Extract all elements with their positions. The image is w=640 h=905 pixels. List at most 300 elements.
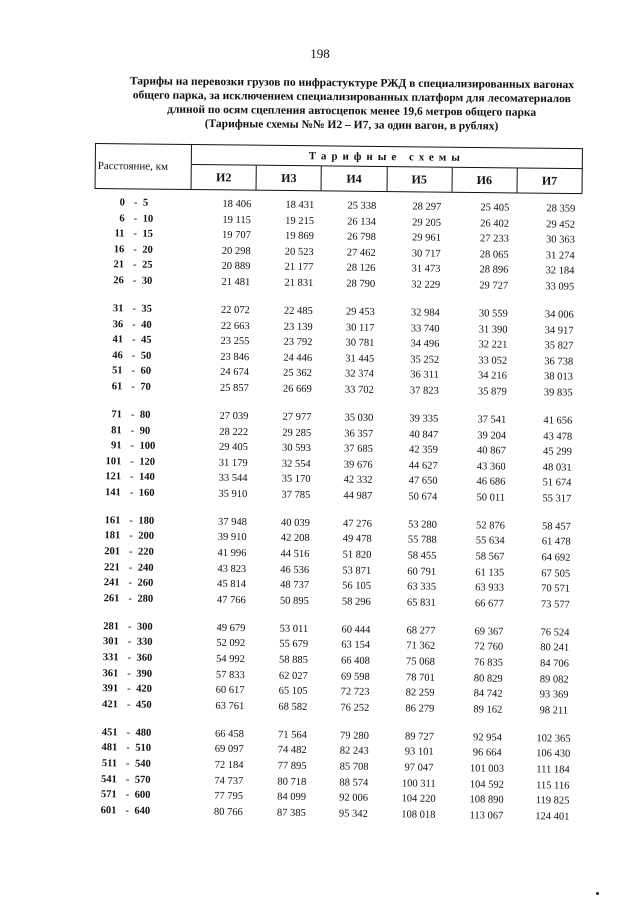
distance-from: 0 [119,197,125,209]
tariff-value: 37 823 [409,385,439,397]
distance-from: 51 [111,365,123,377]
tariff-value: 37 541 [477,414,507,426]
tariff-value: 26 134 [347,216,377,228]
distance-range [91,619,171,633]
tariff-value: 63 933 [475,582,505,594]
tariff-value: 42 208 [280,533,310,545]
distance-to: 330 [136,637,153,649]
tariff-value: 37 685 [343,443,373,455]
tariff-value: 29 405 [218,441,249,454]
range-dash: - [126,742,130,754]
tariff-value: 76 524 [540,627,570,639]
tariff-value: 68 582 [278,701,308,713]
distance-range [97,226,177,240]
tariff-value: 26 798 [346,231,376,244]
range-dash: - [125,758,130,770]
tariff-value: 51 674 [542,477,572,489]
tariff-value: 44 987 [343,490,373,502]
tariff-value: 102 365 [536,732,571,745]
tariff-value: 74 737 [214,775,244,787]
distance-from: 331 [102,652,119,664]
tariff-value: 26 402 [480,217,510,230]
tariff-value: 50 674 [408,491,438,503]
tariff-value: 28 359 [546,203,576,215]
tariff-value: 25 338 [347,200,377,212]
distance-header: Расстояние, км [95,144,192,189]
distance-from: 26 [113,275,124,287]
distance-range [92,560,172,574]
tariff-value: 61 478 [541,536,571,549]
distance-to: 510 [135,742,152,755]
distance-range [97,211,177,225]
tariff-value: 27 977 [282,411,312,423]
distance-to: 300 [136,621,153,633]
tariff-value: 89 082 [539,673,569,686]
range-dash: - [127,652,132,664]
tariff-value: 68 277 [406,625,436,637]
distance-range [92,575,172,590]
tariff-value: 22 072 [220,304,250,317]
column-header: И7 [541,173,558,188]
tariff-value: 92 954 [472,732,502,744]
distance-from: 301 [102,636,119,648]
distance-range [89,803,169,817]
distance-range [95,332,175,346]
tariff-value: 48 737 [280,579,310,592]
column-header: И4 [322,166,387,191]
column-header: И5 [387,167,452,192]
tariff-value: 47 766 [216,594,246,606]
tariff-value: 25 362 [283,367,313,380]
tariff-value: 82 243 [339,745,369,758]
tariff-value: 35 879 [477,386,507,398]
distance-to: 540 [134,758,151,770]
tariff-value: 85 708 [339,761,369,773]
distance-range [90,666,170,680]
tariff-value: 28 065 [479,249,509,261]
column-header: И6 [452,168,517,193]
tariff-value: 29 727 [479,280,509,292]
tariff-value: 97 047 [404,762,434,774]
range-dash: - [126,727,131,739]
tariff-value: 55 788 [407,534,437,547]
tariff-value: 50 895 [279,595,309,607]
tariff-value: 46 686 [476,476,506,489]
tariff-value: 18 431 [285,199,315,212]
range-dash: - [129,487,134,499]
tariff-value: 22 485 [283,305,313,317]
distance-range [95,317,175,331]
distance-from: 601 [100,804,117,817]
tariff-value: 36 738 [544,355,574,368]
tariff-value: 63 761 [215,700,245,712]
tariff-value: 43 360 [476,461,506,473]
tariff-value: 93 369 [539,689,569,701]
range-dash: - [127,668,131,680]
tariff-value: 34 917 [544,324,574,337]
distance-from: 161 [104,514,121,527]
range-dash: - [131,381,135,393]
tariff-value: 32 221 [478,339,508,351]
tariff-value: 28 126 [346,262,376,275]
tariff-value: 25 857 [219,382,249,395]
tariff-value: 92 006 [339,792,369,804]
tariff-value: 75 068 [405,656,436,668]
tariff-value: 23 792 [283,336,313,349]
distance-range [94,407,174,421]
tariff-value: 43 823 [217,563,247,575]
tariff-value: 30 559 [478,308,508,320]
distance-range [93,485,173,499]
tariff-value: 34 216 [477,370,508,383]
title-line: длиной по осям сцепления автосцепок менее 19,6 метров общего парка [167,103,537,119]
tariff-value: 46 536 [280,564,310,576]
distance-range [92,544,172,558]
tariff-value: 40 847 [409,428,439,441]
distance-range [95,363,175,378]
range-dash: - [129,515,134,527]
tariff-value: 30 781 [345,337,375,350]
tariff-schemes-header: Тарифные схемы [192,145,583,169]
distance-to: 90 [139,425,151,437]
tariff-value: 27 462 [346,247,376,259]
tariff-value: 33 702 [344,384,374,396]
tariff-value: 48 031 [542,461,572,474]
distance-range [96,301,176,315]
distance-range [96,273,176,287]
tariff-value: 70 571 [541,583,571,595]
tariff-value: 76 252 [340,702,370,714]
tariff-value: 31 274 [545,250,575,262]
range-dash: - [133,197,138,209]
range-dash: - [131,365,136,377]
tariff-value: 65 831 [406,597,436,609]
tariff-value: 19 869 [284,230,314,243]
tariff-value: 32 554 [281,458,311,470]
distance-from: 141 [105,487,121,499]
distance-to: 200 [138,531,155,543]
tariff-value: 77 795 [214,790,244,803]
range-dash: - [130,440,135,452]
tariff-value: 42 332 [343,474,373,487]
tariff-value: 20 523 [284,246,314,258]
tariff-value: 57 833 [215,669,245,681]
tariff-value: 60 791 [407,566,437,578]
distance-range [90,697,170,711]
tariff-value: 64 692 [541,552,571,564]
tariff-value: 71 362 [406,640,436,653]
title-line: Тарифы на перевозки грузов по инфрастуктуре РЖД в специализированных вагонах [129,75,575,92]
tariff-value: 89 727 [404,731,434,743]
distance-to: 260 [137,577,154,590]
range-dash: - [132,319,136,331]
tariff-value: 66 458 [214,728,244,740]
tariff-value: 98 211 [539,705,569,717]
tariff-value: 37 785 [281,489,311,501]
distance-to: 40 [141,319,152,331]
tariff-value: 35 910 [218,488,248,501]
tariff-value: 40 867 [476,445,506,457]
row-group [88,725,589,826]
tariff-value: 77 895 [277,760,307,772]
tariff-value: 79 280 [339,730,369,742]
tariff-value: 47 650 [408,475,438,488]
tariff-value: 124 401 [535,810,570,823]
distance-to: 30 [141,275,153,287]
tariff-value: 95 342 [338,808,368,820]
tariff-value: 72 723 [340,686,370,699]
range-dash: - [125,805,129,817]
distance-from: 61 [111,381,123,393]
distance-to: 100 [139,440,156,452]
tariff-value: 36 357 [344,427,374,440]
tariff-value: 72 184 [214,759,244,772]
distance-range [93,513,173,527]
tariff-value: 31 473 [411,263,441,276]
distance-from: 571 [100,789,117,801]
tariff-value: 33 740 [410,322,440,335]
tariff-value: 29 452 [546,218,576,231]
tariff-value: 60 617 [215,684,245,697]
tariff-value: 43 478 [543,430,573,443]
distance-from: 41 [112,334,124,346]
tariff-value: 23 846 [220,351,250,363]
distance-from: 6 [119,212,125,224]
distance-to: 220 [137,546,154,558]
tariff-value: 82 259 [405,687,435,699]
tariff-value: 69 598 [340,671,370,683]
tariff-value: 29 961 [411,232,441,244]
distance-from: 46 [112,349,123,362]
tariff-value: 111 184 [536,764,570,776]
tariff-value: 20 298 [221,245,251,257]
tariff-value: 53 871 [342,565,372,577]
distance-to: 140 [138,471,155,484]
tariff-value: 32 229 [411,279,441,291]
tariff-value: 32 374 [345,368,375,381]
tariff-value: 41 996 [217,547,247,560]
tariff-value: 28 896 [479,264,509,277]
tariff-value: 35 252 [410,354,440,366]
tariff-value: 24 674 [220,367,250,379]
tariff-value: 88 574 [339,776,369,789]
table-header [95,143,583,194]
distance-to: 80 [139,409,151,421]
distance-range [94,422,174,437]
tariff-value: 33 095 [545,281,575,293]
tariff-value: 31 445 [345,353,375,365]
distance-to: 20 [142,244,153,256]
distance-to: 600 [134,789,151,801]
range-dash: - [131,334,136,346]
tariff-value: 62 027 [278,670,308,682]
distance-from: 71 [111,409,123,421]
distance-to: 15 [142,228,154,240]
tariff-value: 34 496 [410,338,440,350]
distance-to: 420 [136,683,152,696]
title-line: (Тарифные схемы №№ И2 – И7, за один вагон, в рублях) [204,117,499,133]
distance-from: 281 [103,620,120,633]
tariff-value: 19 707 [221,229,251,242]
tariff-value: 35 170 [281,473,311,486]
tariff-value: 34 006 [544,309,574,321]
tariff-value: 80 829 [473,672,503,685]
range-dash: - [126,699,131,711]
tariff-value: 39 204 [477,429,507,442]
distance-from: 16 [113,244,125,256]
tariff-value: 104 592 [469,778,504,791]
tariff-value: 69 367 [474,626,504,638]
distance-from: 11 [114,228,125,240]
distance-to: 640 [134,805,151,817]
tariff-value: 84 099 [277,791,307,804]
tariff-value: 35 030 [344,412,374,424]
distance-range [94,379,174,393]
tariff-value: 32 184 [545,265,575,278]
tariff-value: 31 179 [218,457,248,469]
tariff-value: 58 567 [475,551,505,563]
tariff-value: 60 444 [341,624,371,636]
tariff-value: 55 679 [279,638,309,651]
distance-to: 160 [138,487,155,499]
distance-to: 480 [135,727,152,739]
tariff-value: 36 311 [410,369,439,382]
distance-to: 180 [138,515,155,527]
range-dash: - [132,259,137,271]
tariff-value: 80 718 [277,776,307,788]
tariff-value: 58 296 [341,596,371,608]
tariff-value: 51 820 [342,549,372,561]
tariff-value: 101 003 [469,763,505,775]
tariff-value: 58 885 [279,654,309,666]
distance-from: 361 [102,667,119,679]
distance-from: 391 [102,683,119,695]
row-group [93,407,594,508]
distance-from: 101 [105,455,122,468]
distance-to: 240 [137,562,154,574]
scan-speck [596,892,599,895]
distance-from: 511 [101,758,118,770]
column-header: И3 [257,166,322,191]
distance-range [91,591,171,605]
tariff-value: 29 285 [282,427,312,439]
tariff-table-body [88,195,597,838]
tariff-value: 20 889 [221,261,251,273]
distance-from: 91 [110,440,122,452]
tariff-value: 27 233 [479,233,509,245]
tariff-value: 58 455 [407,550,437,562]
distance-from: 261 [103,592,120,605]
tariff-value: 38 013 [543,371,574,383]
distance-range [89,787,169,801]
tariff-value: 63 335 [407,581,437,594]
tariff-value: 39 910 [217,532,247,544]
tariff-value: 35 827 [544,340,574,352]
tariff-value: 80 241 [540,642,570,655]
tariff-value: 87 385 [276,807,306,819]
distance-to: 450 [135,699,152,711]
title-line: общего парка, за исключением специализированных платформ для лесоматериалов [132,89,571,106]
tariff-value: 84 706 [539,658,570,670]
tariff-value: 108 018 [401,809,436,821]
tariff-value: 93 101 [404,746,434,759]
distance-to: 50 [140,350,152,362]
distance-from: 541 [101,773,117,785]
tariff-value: 56 105 [342,580,372,593]
distance-from: 181 [104,530,121,542]
distance-range [91,650,171,664]
document-title [92,74,612,135]
range-dash: - [128,562,133,574]
tariff-value: 31 390 [478,323,508,336]
tariff-value: 80 766 [213,806,243,818]
tariff-value: 22 663 [220,320,250,332]
distance-range [93,454,173,468]
range-dash: - [129,530,133,542]
tariff-value: 96 664 [472,747,502,760]
tariff-value: 23 255 [220,335,250,348]
tariff-value: 30 363 [545,234,575,246]
tariff-value: 19 115 [222,214,251,226]
tariff-value: 86 279 [405,703,435,715]
distance-range [97,195,177,209]
range-dash: - [129,471,134,483]
distance-from: 121 [105,471,122,483]
tariff-value: 19 215 [285,215,315,227]
tariff-value: 72 760 [474,641,504,654]
range-dash: - [128,593,132,605]
range-dash: - [133,228,138,240]
distance-to: 360 [136,652,153,664]
tariff-value: 27 039 [219,410,249,423]
tariff-value: 66 677 [474,598,504,610]
tariff-value: 21 177 [284,262,314,274]
tariff-value: 54 992 [216,653,246,666]
tariff-value: 113 067 [469,809,504,822]
tariff-value: 21 481 [221,276,251,289]
distance-from: 201 [104,546,121,558]
tariff-value: 18 406 [222,198,252,211]
tariff-value: 67 505 [541,567,571,580]
distance-to: 45 [140,334,152,346]
row-group [91,513,592,614]
range-dash: - [127,621,132,633]
tariff-value: 55 317 [542,493,572,505]
tariff-value: 24 446 [283,352,313,364]
distance-range [95,348,175,362]
distance-to: 35 [141,303,152,315]
range-dash: - [130,456,134,468]
distance-range [90,681,170,696]
range-dash: - [130,424,135,437]
tariff-value: 71 564 [277,729,307,741]
distance-to: 570 [134,774,151,786]
distance-range [89,756,169,770]
tariff-value: 108 890 [469,794,504,806]
distance-to: 390 [136,668,153,680]
range-dash: - [127,636,132,648]
column-header: И2 [192,165,257,190]
tariff-value: 89 162 [473,704,503,716]
tariff-value: 49 679 [216,622,246,634]
distance-to: 10 [142,213,154,225]
range-dash: - [131,350,136,362]
distance-to: 25 [141,260,153,272]
tariff-value: 52 092 [216,638,246,650]
tariff-value: 55 634 [475,535,505,548]
distance-range [89,740,169,755]
tariff-value: 30 593 [281,442,311,455]
